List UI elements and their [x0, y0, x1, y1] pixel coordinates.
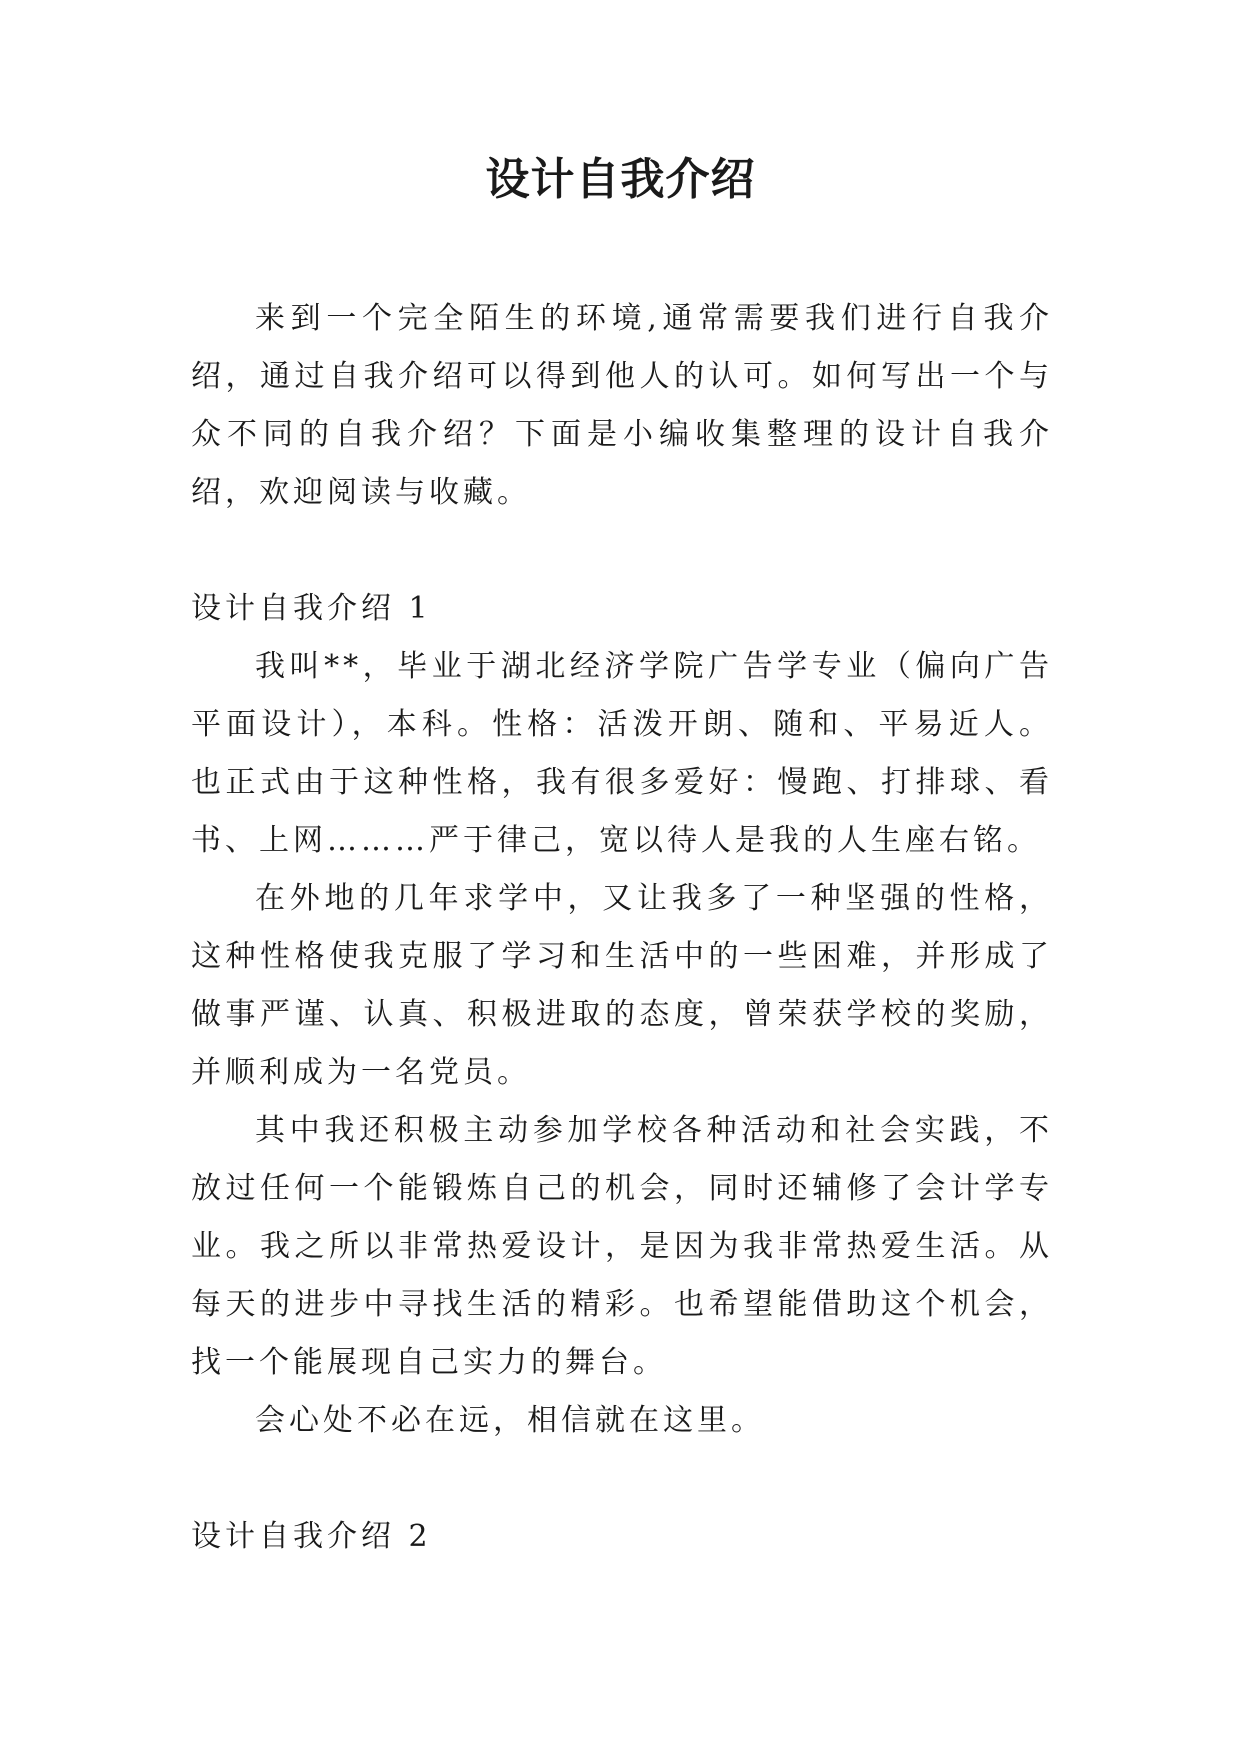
section-2-heading: 设计自我介绍 2 — [191, 1519, 432, 1554]
section-1-paragraph-1: 我叫**，毕业于湖北经济学院广告学专业（偏向广告平面设计），本科。性格：活泼开朗、随和、平易近人。也正式由于这种性格，我有很多爱好：慢跑、打排球、看书、上网………严于律己，宽以待人是我的人生座右铭。 — [191, 649, 1053, 858]
intro-paragraph: 来到一个完全陌生的环境,通常需要我们进行自我介绍，通过自我介绍可以得到他人的认可。如何写出一个与众不同的自我介绍？下面是小编收集整理的设计自我介绍，欢迎阅读与收藏。 — [191, 301, 1053, 510]
document-title: 设计自我介绍 — [485, 154, 756, 205]
section-1-paragraph-3: 其中我还积极主动参加学校各种活动和社会实践，不放过任何一个能锻炼自己的机会，同时还辅修了会计学专业。我之所以非常热爱设计，是因为我非常热爱生活。从每天的进步中寻找生活的精彩。也希望能借助这个机会，找一个能展现自己实力的舞台。 — [191, 1113, 1053, 1380]
section-spacer — [191, 522, 1053, 580]
section-spacer — [191, 1450, 1053, 1508]
document-body — [191, 290, 1053, 1566]
section-1-heading: 设计自我介绍 1 — [191, 591, 432, 626]
section-1-paragraph-2: 在外地的几年求学中，又让我多了一种坚强的性格，这种性格使我克服了学习和生活中的一些困难，并形成了做事严谨、认真、积极进取的态度，曾荣获学校的奖励，并顺利成为一名党员。 — [191, 881, 1053, 1090]
section-1-paragraph-4: 会心处不必在远，相信就在这里。 — [255, 1403, 765, 1438]
